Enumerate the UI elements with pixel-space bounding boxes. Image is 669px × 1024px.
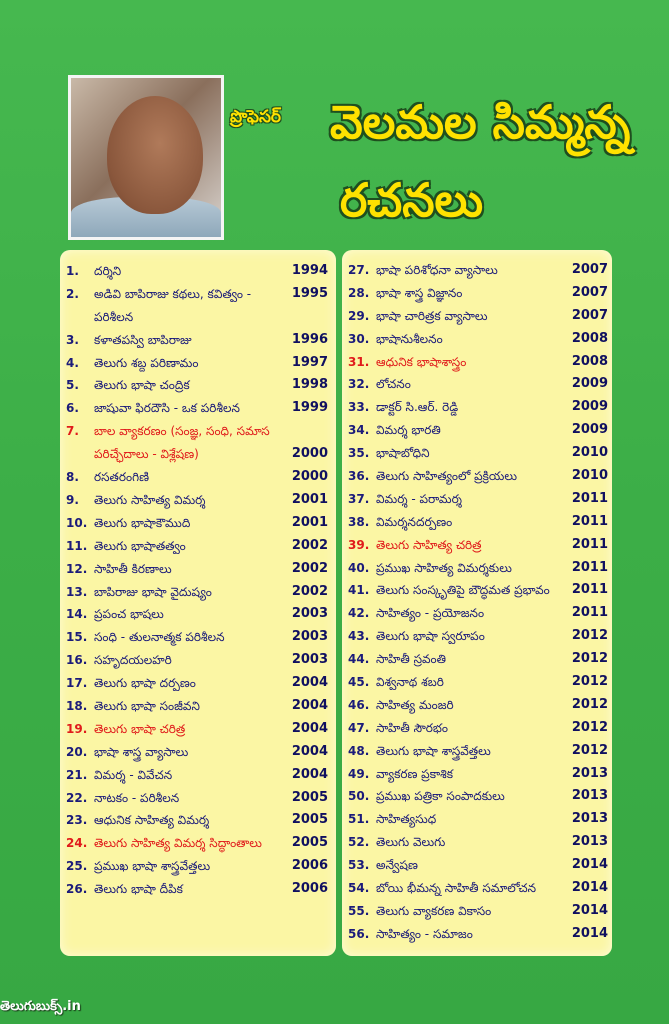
work-list-item [66, 603, 328, 626]
work-year: 2012 [571, 651, 608, 667]
work-number: 11. [66, 538, 88, 553]
work-number: 1. [66, 264, 79, 278]
work-year: 2010 [571, 468, 608, 484]
work-year: 2005 [291, 789, 328, 805]
work-title: విమర్శ భారతి [376, 423, 441, 438]
work-list-item [66, 489, 328, 512]
work-number: 17. [66, 676, 88, 691]
work-year: 1999 [291, 400, 328, 416]
work-number: 31. [348, 354, 370, 369]
work-list-item [348, 694, 608, 717]
work-title: తెలుగు భాషా దర్పణం [94, 676, 196, 691]
site-watermark: తెలుగుబుక్స్.in [0, 999, 81, 1014]
work-number: 19. [66, 721, 88, 736]
work-list-item [348, 648, 608, 671]
work-list-item [348, 488, 608, 511]
work-year: 2007 [571, 262, 608, 277]
work-list-item [348, 511, 608, 534]
work-number: 43. [348, 629, 370, 644]
work-list-item [348, 923, 608, 946]
work-list-item [66, 855, 328, 878]
work-title: సాహితీ సౌరభం [376, 720, 449, 735]
works-list-panel-right [342, 250, 612, 956]
work-list-item [348, 373, 608, 396]
work-number: 36. [348, 469, 370, 484]
work-list-item [66, 420, 328, 466]
work-number: 45. [348, 675, 370, 690]
work-year: 2011 [571, 559, 608, 575]
work-title: అడివి బాపిరాజు కథలు, కవిత్వం - పరిశీలన [94, 286, 252, 324]
work-list-item [348, 305, 608, 328]
work-number: 29. [348, 308, 370, 323]
work-number: 8. [66, 470, 79, 485]
work-title: ఆధునిక సాహిత్య విమర్శ [94, 813, 210, 828]
work-title: ప్రముఖ భాషా శాస్త్రవేత్తలు [94, 859, 211, 874]
work-list-item [66, 397, 328, 420]
work-year: 2014 [571, 902, 608, 918]
work-title: రసతరంగిణి [94, 470, 149, 485]
work-year: 2001 [291, 514, 328, 530]
work-title: నాటకం - పరిశీలన [94, 790, 180, 805]
work-number: 6. [66, 401, 79, 416]
work-title: తెలుగు వెలుగు [376, 835, 446, 850]
work-year: 2002 [291, 537, 328, 553]
work-title: వ్యాకరణ ప్రకాశిక [376, 766, 453, 781]
work-list-item [348, 808, 608, 831]
work-year: 2004 [291, 675, 328, 691]
work-year: 2004 [291, 766, 328, 782]
work-title: డాక్టర్ సి.ఆర్. రెడ్డి [376, 400, 459, 415]
work-number: 44. [348, 652, 370, 667]
work-number: 4. [66, 355, 79, 370]
work-number: 38. [348, 514, 370, 529]
work-title: భాషానుశీలనం [376, 331, 443, 346]
work-list-item [66, 260, 328, 283]
work-title: జాషువా ఫిరదౌసి - ఒక పరిశీలన [94, 401, 240, 416]
work-number: 41. [348, 583, 370, 598]
work-list-item [348, 831, 608, 854]
work-year: 2007 [571, 307, 608, 323]
work-number: 3. [66, 332, 79, 347]
work-year: 2003 [291, 606, 328, 622]
work-year: 2005 [291, 835, 328, 851]
work-title: సాహిత్యసుధ [376, 812, 437, 827]
work-year: 2011 [571, 513, 608, 529]
work-list-item [348, 854, 608, 877]
work-list-item [66, 581, 328, 604]
work-number: 21. [66, 767, 88, 782]
work-number: 48. [348, 743, 370, 758]
work-title: బోయి భీమన్న సాహితీ సమాలోచన [376, 881, 537, 896]
work-number: 35. [348, 446, 370, 461]
work-title: తెలుగు భాషా దీపిక [94, 882, 183, 897]
work-number: 13. [66, 584, 88, 599]
work-year: 2012 [571, 696, 608, 712]
work-title: తెలుగు సాహిత్యంలో ప్రక్రియలు [376, 469, 517, 484]
work-year: 2001 [291, 491, 328, 507]
work-title: సాహిత్యం - సమాజం [376, 926, 473, 941]
works-list-panel-left [60, 250, 336, 956]
work-list-item [66, 626, 328, 649]
work-year: 2014 [571, 925, 608, 941]
author-photo [68, 75, 224, 240]
work-list-item [66, 695, 328, 718]
work-title: సంధి - తులనాత్మక పరిశీలన [94, 630, 225, 645]
work-year: 2009 [571, 422, 608, 438]
works-list-right [348, 259, 608, 946]
work-number: 40. [348, 560, 370, 575]
work-list-item [348, 534, 608, 557]
work-year: 2012 [571, 674, 608, 690]
work-list-item [66, 374, 328, 397]
work-list-item [348, 579, 608, 602]
work-list-item [348, 877, 608, 900]
work-number: 47. [348, 720, 370, 735]
work-year: 2000 [291, 469, 328, 485]
work-title: తెలుగు భాషా స్వరూపం [376, 629, 485, 644]
work-year: 2013 [571, 811, 608, 827]
work-list-item [66, 832, 328, 855]
work-year: 2008 [571, 353, 608, 369]
work-list-item [66, 878, 328, 901]
work-number: 12. [66, 561, 88, 576]
work-number: 56. [348, 926, 370, 941]
work-list-item [66, 283, 328, 329]
work-number: 26. [66, 882, 88, 897]
work-number: 9. [66, 492, 79, 507]
work-title: దర్శిని [94, 264, 122, 278]
work-list-item [66, 741, 328, 764]
work-list-item [348, 740, 608, 763]
work-year: 2005 [291, 812, 328, 828]
work-number: 46. [348, 697, 370, 712]
work-number: 16. [66, 653, 88, 668]
work-list-item [348, 785, 608, 808]
works-list-left [66, 260, 328, 901]
work-title: సాహితీ కిరణాలు [94, 561, 172, 576]
work-year: 2006 [291, 881, 328, 897]
work-number: 15. [66, 630, 88, 645]
work-number: 14. [66, 607, 88, 622]
work-year: 2012 [571, 628, 608, 644]
work-list-item [66, 558, 328, 581]
work-number: 55. [348, 903, 370, 918]
work-list-item [66, 787, 328, 810]
work-list-item [348, 419, 608, 442]
work-number: 51. [348, 812, 370, 827]
work-title: భాషా శాస్త్ర వ్యాసాలు [94, 744, 189, 759]
work-year: 2009 [571, 399, 608, 415]
work-year: 2004 [291, 720, 328, 736]
title-prefix: ప్రొఫెసర్ [230, 107, 281, 127]
work-list-item [348, 351, 608, 374]
work-title: భాషాబోధిని [376, 446, 430, 461]
work-title: సాహిత్యం - ప్రయోజనం [376, 606, 485, 621]
work-year: 1994 [291, 263, 328, 278]
work-list-item [66, 329, 328, 352]
work-year: 2004 [291, 697, 328, 713]
work-number: 24. [66, 836, 88, 851]
work-number: 52. [348, 835, 370, 850]
work-number: 54. [348, 881, 370, 896]
work-year: 1998 [291, 377, 328, 393]
work-list-item [348, 602, 608, 625]
work-number: 28. [348, 285, 370, 300]
work-number: 10. [66, 515, 88, 530]
author-name-title: వెలమల సిమ్మన్న [330, 95, 631, 149]
work-number: 2. [66, 286, 79, 301]
work-title: తెలుగు భాషా శాస్త్రవేత్తలు [376, 743, 491, 758]
work-year: 2004 [291, 743, 328, 759]
work-title: భాషా శాస్త్ర విజ్ఞానం [376, 285, 463, 300]
work-year: 2003 [291, 629, 328, 645]
work-title: విమర్శనదర్పణం [376, 514, 453, 529]
work-list-item [348, 557, 608, 580]
work-year: 2002 [291, 560, 328, 576]
work-title: తెలుగు భాషా చరిత్ర [94, 721, 186, 736]
work-year: 2011 [571, 536, 608, 552]
work-list-item [66, 764, 328, 787]
work-title: తెలుగు భాషాతత్వం [94, 538, 186, 553]
work-title: ప్రముఖ పత్రికా సంపాదకులు [376, 789, 505, 804]
work-list-item [348, 282, 608, 305]
work-year: 2012 [571, 719, 608, 735]
work-list-item [348, 900, 608, 923]
work-year: 2014 [571, 857, 608, 873]
work-title: తెలుగు శబ్ద పరిణామం [94, 355, 199, 370]
work-title: విశ్వనాథ శబరి [376, 675, 444, 690]
work-list-item [66, 466, 328, 489]
work-title: తెలుగు భాషా చంద్రిక [94, 378, 190, 393]
work-list-item [348, 671, 608, 694]
work-title: విమర్శ - పరామర్శ [376, 491, 462, 506]
work-list-item [348, 328, 608, 351]
work-number: 22. [66, 790, 88, 805]
work-year: 1995 [291, 285, 328, 301]
work-number: 34. [348, 423, 370, 438]
work-title: తెలుగు సాహిత్య విమర్శ సిద్ధాంతాలు [94, 836, 262, 851]
work-title: విమర్శ - వివేచన [94, 767, 173, 782]
work-number: 5. [66, 378, 79, 393]
work-number: 49. [348, 766, 370, 781]
work-list-item [348, 625, 608, 648]
work-list-item [66, 672, 328, 695]
work-title: తెలుగు భాషా సంజీవని [94, 698, 200, 713]
work-number: 50. [348, 789, 370, 804]
work-year: 2006 [291, 858, 328, 874]
work-year: 2013 [571, 788, 608, 804]
works-title: రచనలు [340, 173, 484, 227]
work-number: 33. [348, 400, 370, 415]
work-title: భాషా చారిత్రక వ్యాసాలు [376, 308, 488, 323]
work-list-item [348, 442, 608, 465]
work-title: ప్రపంచ భాషలు [94, 607, 164, 622]
work-number: 37. [348, 491, 370, 506]
work-title: తెలుగు సంస్కృతిపై బౌద్ధమత ప్రభావం [376, 583, 550, 598]
work-title: తెలుగు వ్యాకరణ వికాసం [376, 903, 492, 918]
work-list-item [66, 352, 328, 375]
work-year: 2012 [571, 742, 608, 758]
work-title: ఆధునిక భాషాశాస్త్రం [376, 354, 467, 369]
work-title: సాహితీ స్రవంతి [376, 652, 447, 667]
work-year: 2011 [571, 605, 608, 621]
work-title: బాల వ్యాకరణం (సంజ్ఞ, సంధి, సమాస పరిచ్ఛేదాలు - విశ్లేషణ) [94, 424, 270, 462]
work-title: అన్వేషణ [376, 858, 418, 873]
work-number: 32. [348, 377, 370, 392]
work-list-item [66, 809, 328, 832]
work-year: 2007 [571, 284, 608, 300]
work-title: తెలుగు భాషాకౌముది [94, 515, 191, 530]
work-year: 2009 [571, 376, 608, 392]
work-title: భాషా పరిశోధనా వ్యాసాలు [376, 263, 498, 277]
work-year: 2013 [571, 834, 608, 850]
work-list-item [348, 717, 608, 740]
work-number: 7. [66, 424, 79, 439]
work-year: 2013 [571, 765, 608, 781]
work-title: కళాతపస్వి బాపిరాజు [94, 332, 192, 347]
work-list-item [348, 465, 608, 488]
work-title: తెలుగు సాహిత్య విమర్శ [94, 492, 206, 507]
work-year: 2002 [291, 583, 328, 599]
work-year: 2003 [291, 652, 328, 668]
work-list-item [66, 512, 328, 535]
work-list-item [348, 396, 608, 419]
work-title: సాహిత్య మంజరి [376, 697, 454, 712]
work-title: లోచనం [376, 377, 411, 392]
work-number: 30. [348, 331, 370, 346]
work-number: 18. [66, 698, 88, 713]
work-number: 53. [348, 858, 370, 873]
work-number: 42. [348, 606, 370, 621]
work-title: ప్రముఖ సాహిత్య విమర్శకులు [376, 560, 512, 575]
work-title: తెలుగు సాహిత్య చరిత్ర [376, 537, 482, 552]
work-list-item [66, 718, 328, 741]
work-year: 2010 [571, 445, 608, 461]
work-number: 23. [66, 813, 88, 828]
work-title: బాపిరాజు భాషా వైదుష్యం [94, 584, 212, 599]
work-year: 2008 [571, 330, 608, 346]
work-number: 20. [66, 744, 88, 759]
work-title: సహృదయలహరి [94, 653, 172, 668]
work-year: 2011 [571, 490, 608, 506]
work-number: 39. [348, 537, 370, 552]
work-number: 27. [348, 263, 370, 277]
work-year: 2000 [291, 446, 328, 462]
work-list-item [66, 535, 328, 558]
work-year: 2011 [571, 582, 608, 598]
work-list-item [66, 649, 328, 672]
work-year: 2014 [571, 880, 608, 896]
work-year: 1997 [291, 354, 328, 370]
work-number: 25. [66, 859, 88, 874]
work-year: 1996 [291, 331, 328, 347]
work-list-item [348, 259, 608, 282]
work-list-item [348, 763, 608, 786]
